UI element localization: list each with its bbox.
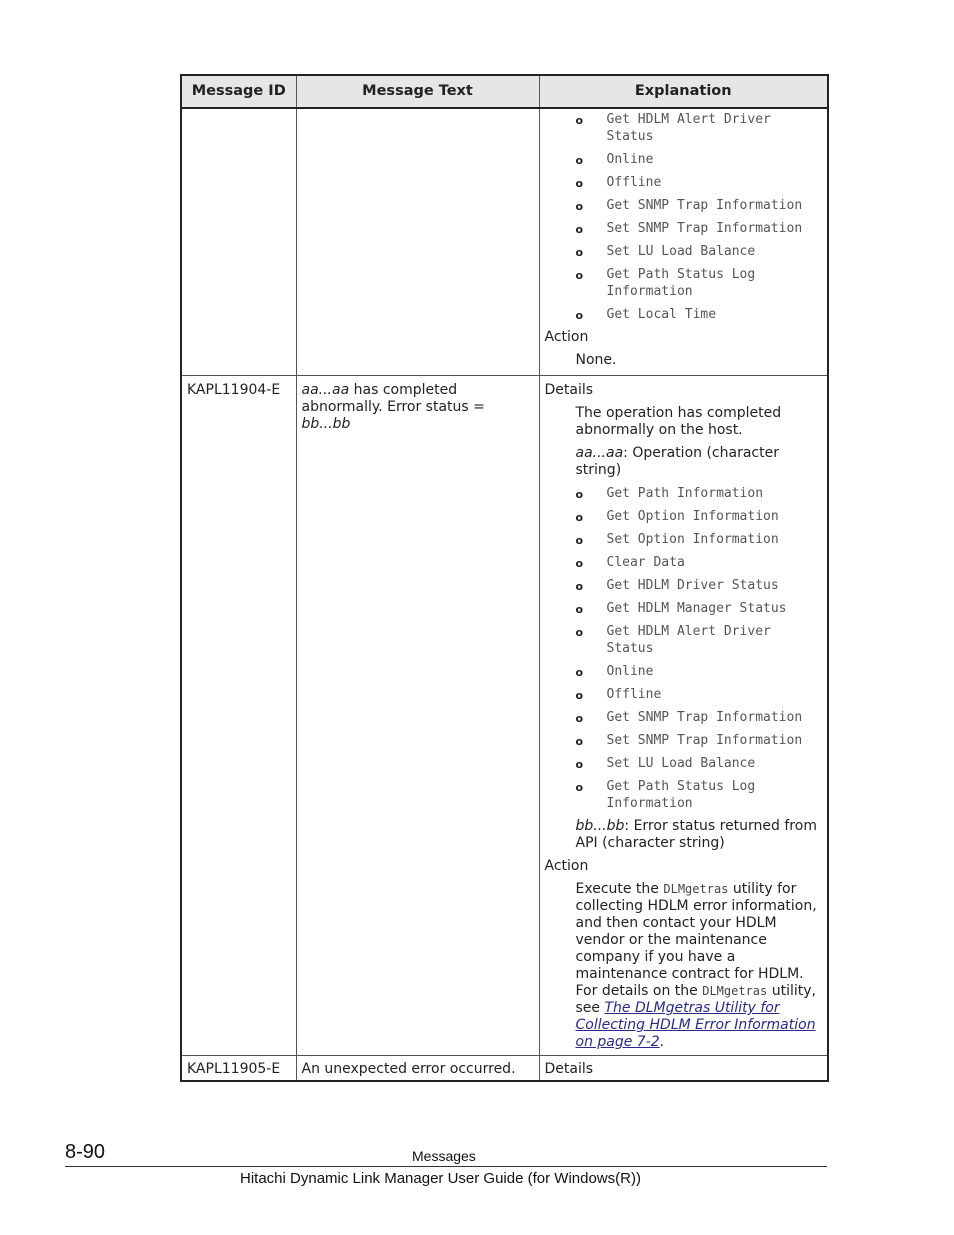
list-item: o Offline	[576, 174, 823, 191]
list-item: o Get SNMP Trap Information	[576, 197, 823, 214]
details-label: Details	[544, 382, 594, 398]
command-name: DLMgetras	[702, 984, 768, 998]
action-text: Execute the DLMgetras utility for collecting HDLM error information, and then contact your HDLM vendor or the maintenance company if you have a maintenance contract for HDLM. For details on the DLMgetras utility, see The DLMgetras Utility for Collecting HDLM Error Information on page 7-2.	[575, 881, 817, 1050]
header-message-id: Message ID	[181, 75, 296, 108]
list-item: o Get Option Information	[576, 508, 823, 525]
action-text: None.	[575, 352, 617, 368]
message-text-cell	[296, 376, 539, 1056]
command-name: DLMgetras	[663, 882, 729, 896]
message-id-cell: KAPL11904-E	[181, 376, 296, 1056]
operation-list	[576, 485, 823, 812]
table-row	[181, 376, 828, 1056]
action-label: Action	[544, 858, 589, 874]
details-label: Details	[544, 1061, 594, 1077]
list-item: o Get HDLM Driver Status	[576, 577, 823, 594]
list-item: o Get Path Status Log Information	[576, 266, 823, 300]
variable-bb: bb...bb	[575, 818, 625, 834]
message-text-cell: An unexpected error occurred.	[296, 1056, 539, 1082]
details-text: The operation has completed abnormally on the host.	[575, 405, 782, 438]
page-number: 8-90	[65, 1141, 106, 1163]
footer-document-title: Hitachi Dynamic Link Manager User Guide (for Windows(R))	[240, 1170, 641, 1187]
list-item: o Online	[576, 151, 823, 168]
list-item: o Get Path Information	[576, 485, 823, 502]
operation-list	[576, 111, 823, 323]
variable-aa: aa...aa	[301, 382, 350, 398]
explanation-cell	[539, 1056, 828, 1082]
list-item: o Get SNMP Trap Information	[576, 709, 823, 726]
explanation-cell	[539, 376, 828, 1056]
message-id-cell: KAPL11905-E	[181, 1056, 296, 1082]
operation-description: aa...aa: Operation (character string)	[575, 445, 779, 478]
list-item: o Get HDLM Alert Driver Status	[576, 111, 823, 145]
list-item: o Get Local Time	[576, 306, 823, 323]
list-item: o Get HDLM Alert Driver Status	[576, 623, 823, 657]
list-item: o Online	[576, 663, 823, 680]
variable-aa: aa...aa	[575, 445, 624, 461]
list-item: o Set Option Information	[576, 531, 823, 548]
list-item: o Set SNMP Trap Information	[576, 732, 823, 749]
cross-reference-link[interactable]: The DLMgetras Utility for Collecting HDLM Error Information on page 7-2	[575, 1000, 816, 1050]
table-row	[181, 1056, 828, 1082]
action-label: Action	[544, 329, 589, 345]
message-id-cell	[181, 108, 296, 376]
list-item: o Offline	[576, 686, 823, 703]
list-item: o Set LU Load Balance	[576, 243, 823, 260]
footer-section-name: Messages	[412, 1148, 476, 1164]
table-row	[181, 108, 828, 376]
footer-divider	[65, 1166, 827, 1167]
header-explanation: Explanation	[539, 75, 828, 108]
variable-bb: bb...bb	[301, 416, 351, 432]
list-item: o Clear Data	[576, 554, 823, 571]
list-item: o Get HDLM Manager Status	[576, 600, 823, 617]
header-message-text: Message Text	[296, 75, 539, 108]
message-text-cell	[296, 108, 539, 376]
list-item: o Set SNMP Trap Information	[576, 220, 823, 237]
message-table	[180, 74, 829, 1082]
message-text: has completed abnormally. Error status =	[301, 382, 485, 415]
list-item: o Set LU Load Balance	[576, 755, 823, 772]
explanation-cell	[539, 108, 828, 376]
status-description: bb...bb: Error status returned from API (character string)	[575, 818, 817, 851]
table-header-row	[181, 75, 828, 108]
list-item: o Get Path Status Log Information	[576, 778, 823, 812]
